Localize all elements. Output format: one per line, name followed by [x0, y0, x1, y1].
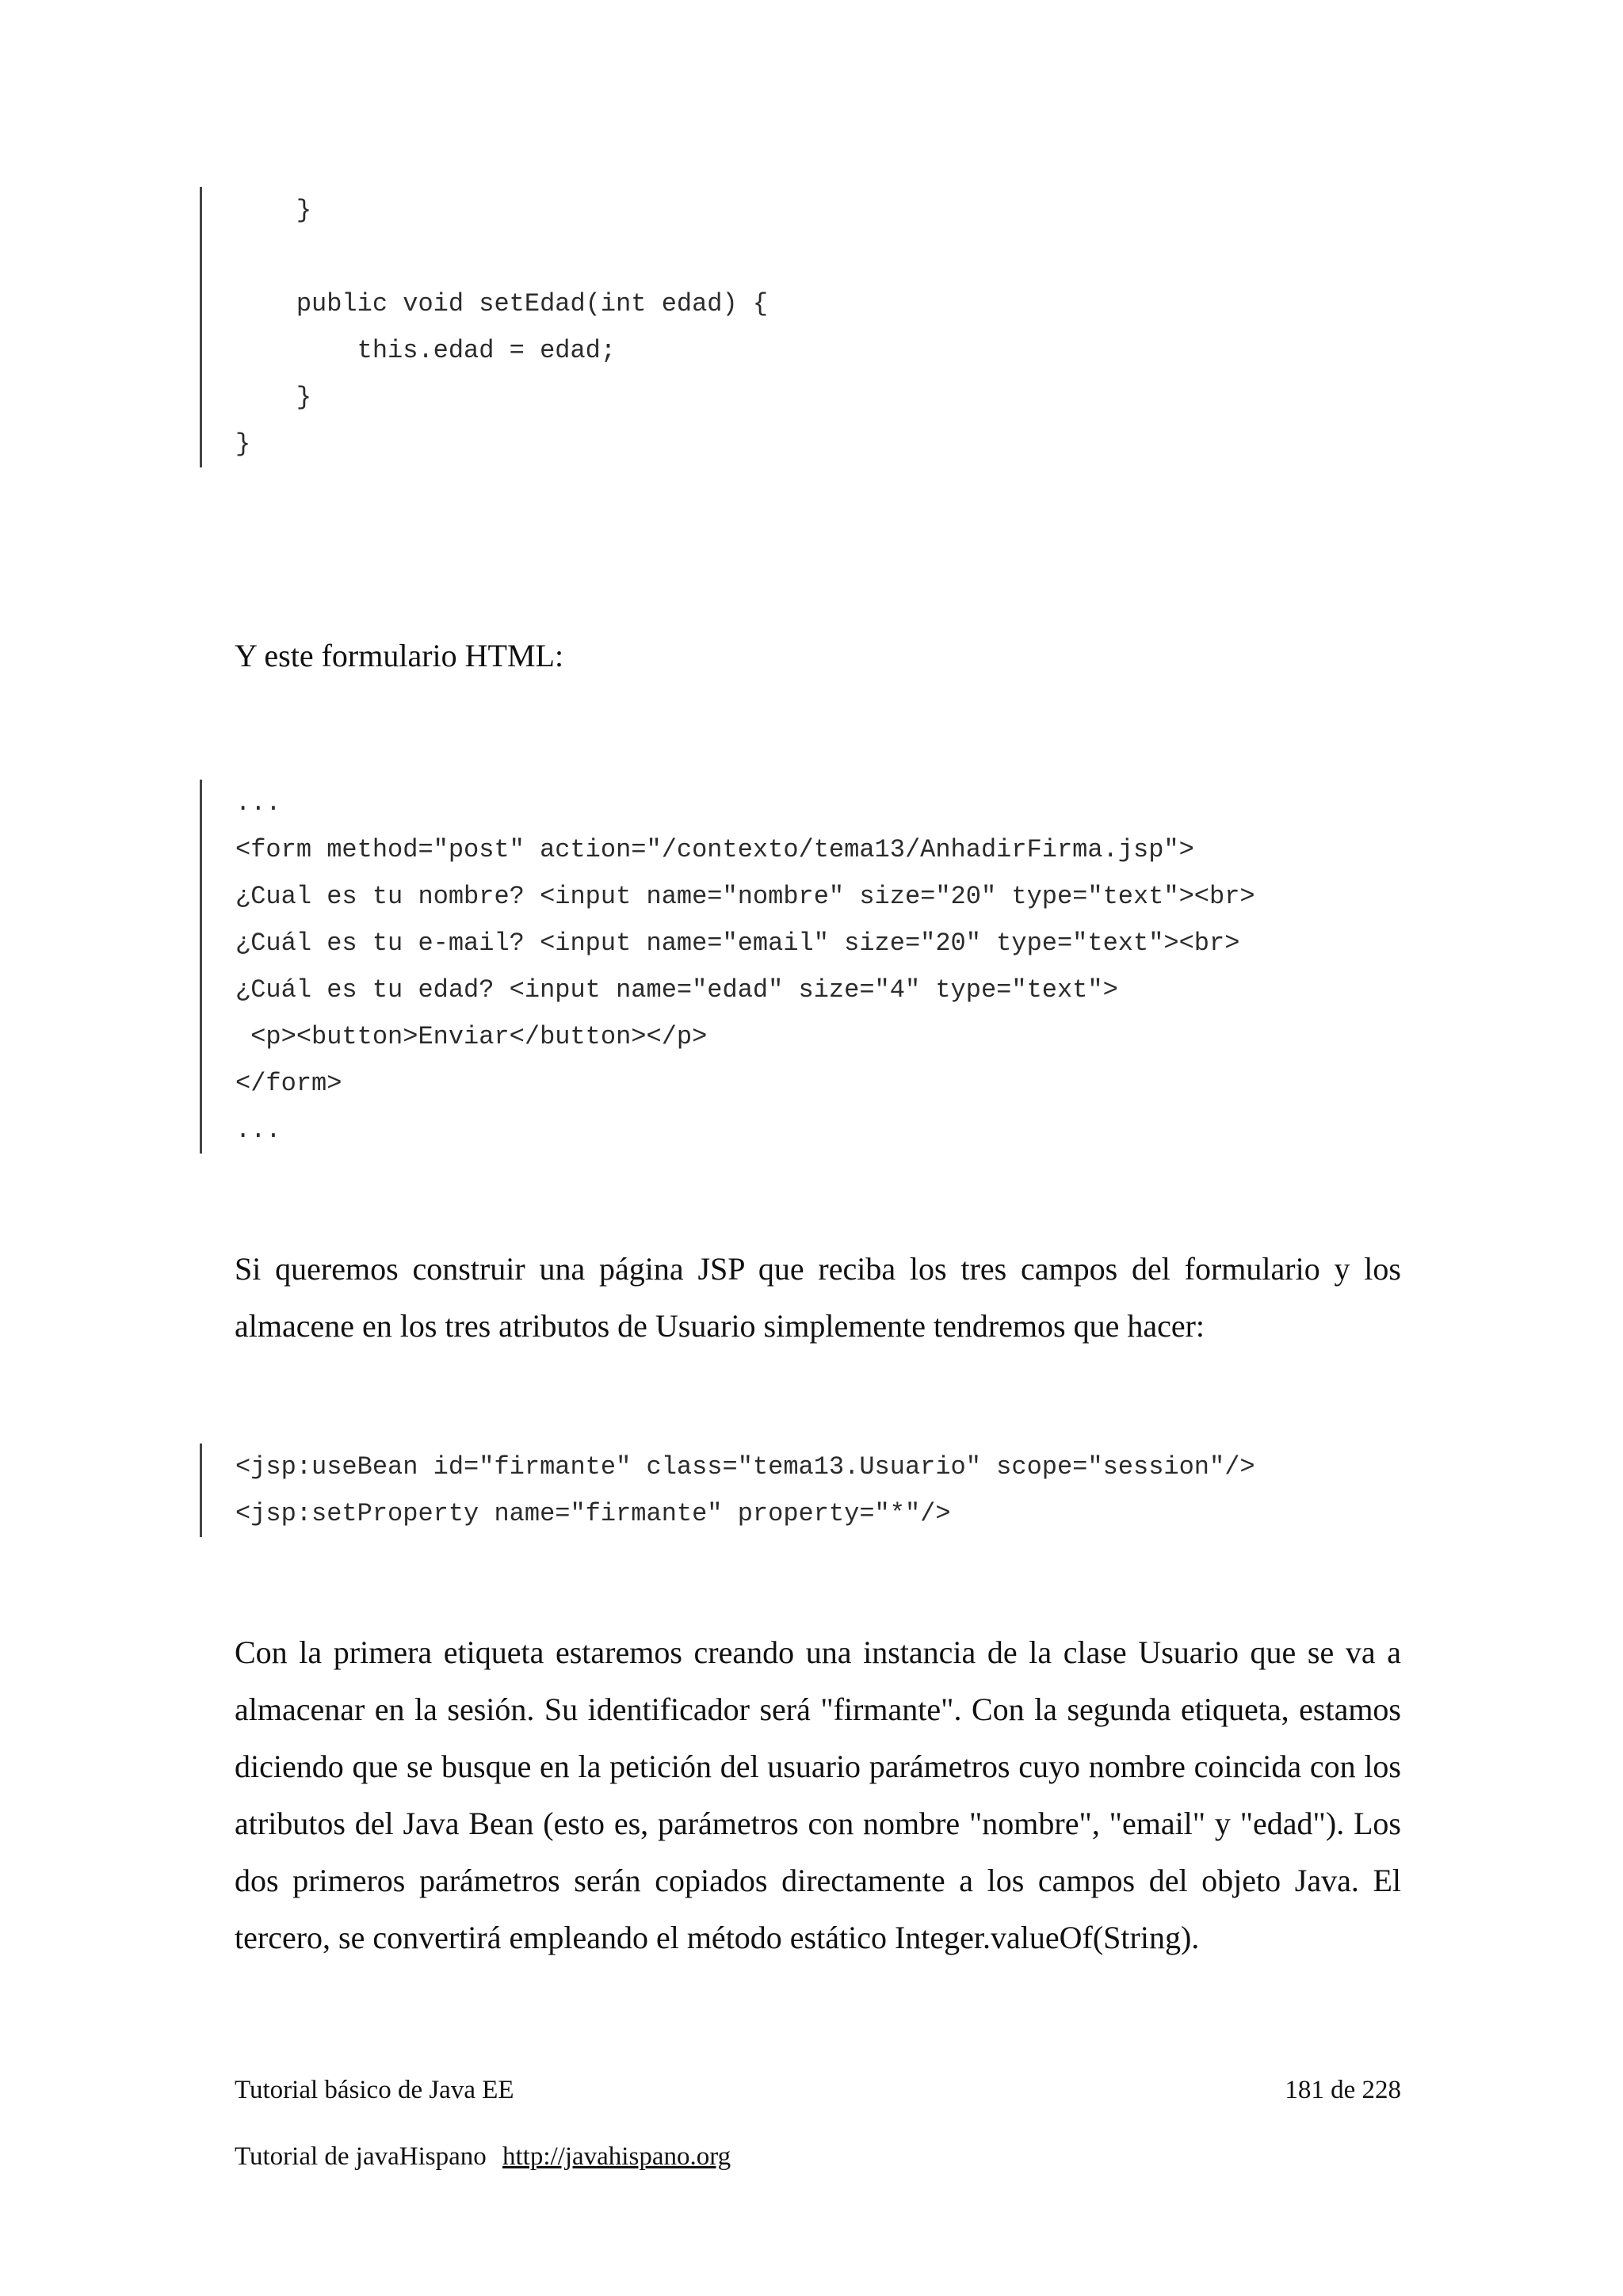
footer-credit-link[interactable]: http://javahispano.org: [502, 2142, 731, 2171]
code-line: }: [235, 196, 312, 225]
paragraph-intro-form: Y este formulario HTML:: [235, 638, 564, 673]
code-line: ...: [235, 788, 281, 818]
code-line: public void setEdad(int edad) {: [235, 289, 769, 318]
code-line: this.edad = edad;: [235, 336, 617, 365]
code-line: }: [235, 383, 312, 412]
code-line: ¿Cuál es tu e-mail? <input name="email" size="20" type="text"><br>: [235, 929, 1240, 958]
code-line: ...: [235, 1116, 281, 1145]
code-line: [235, 234, 768, 280]
code-block-html-form: [200, 780, 1255, 1154]
code-line: <p><button>Enviar</button></p>: [235, 1022, 708, 1051]
footer-credit-text: Tutorial de javaHispano: [235, 2142, 487, 2171]
page-indicator: 181 de 228: [1285, 2076, 1401, 2104]
code-line: <jsp:setProperty name="firmante" property="*"/>: [235, 1499, 951, 1528]
code-line: ¿Cual es tu nombre? <input name="nombre" size="20" type="text"><br>: [235, 882, 1255, 911]
code-line: <jsp:useBean id="firmante" class="tema13.Usuario" scope="session"/>: [235, 1452, 1255, 1482]
code-block-jsp-tags: [200, 1444, 1255, 1537]
code-line: </form>: [235, 1069, 342, 1098]
footer-book-title: Tutorial básico de Java EE: [235, 2076, 514, 2104]
code-line: <form method="post" action="/contexto/tema13/AnhadirFirma.jsp">: [235, 835, 1194, 864]
code-line: }: [235, 429, 251, 459]
footer-credit-row: [235, 2142, 1401, 2172]
paragraph-explanation: Con la primera etiqueta estaremos creando una instancia de la clase Usuario que se va a almacenar en la sesión. Su identificador será "firmante". Con la segunda etiqueta, estamos diciendo que se busque en la petición del usuario parámetros cuyo nombre coincida con los atributos del Java Bean (esto es, parámetros con nombre "nombre", "email" y "edad"). Los dos primeros parámetros serán copiados directamente a los campos del objeto Java. El tercero, se convertirá empleando el método estático Integer.valueOf(String).: [235, 1634, 1401, 1955]
code-line: ¿Cuál es tu edad? <input name="edad" size="4" type="text">: [235, 975, 1118, 1005]
paragraph-jsp: Si queremos construir una página JSP que reciba los tres campos del formulario y los almacene en los tres atributos de Usuario simplemente tendremos que hacer:: [235, 1251, 1401, 1344]
footer-title-row: [235, 2076, 1401, 2105]
code-block-setedad: [200, 187, 768, 467]
